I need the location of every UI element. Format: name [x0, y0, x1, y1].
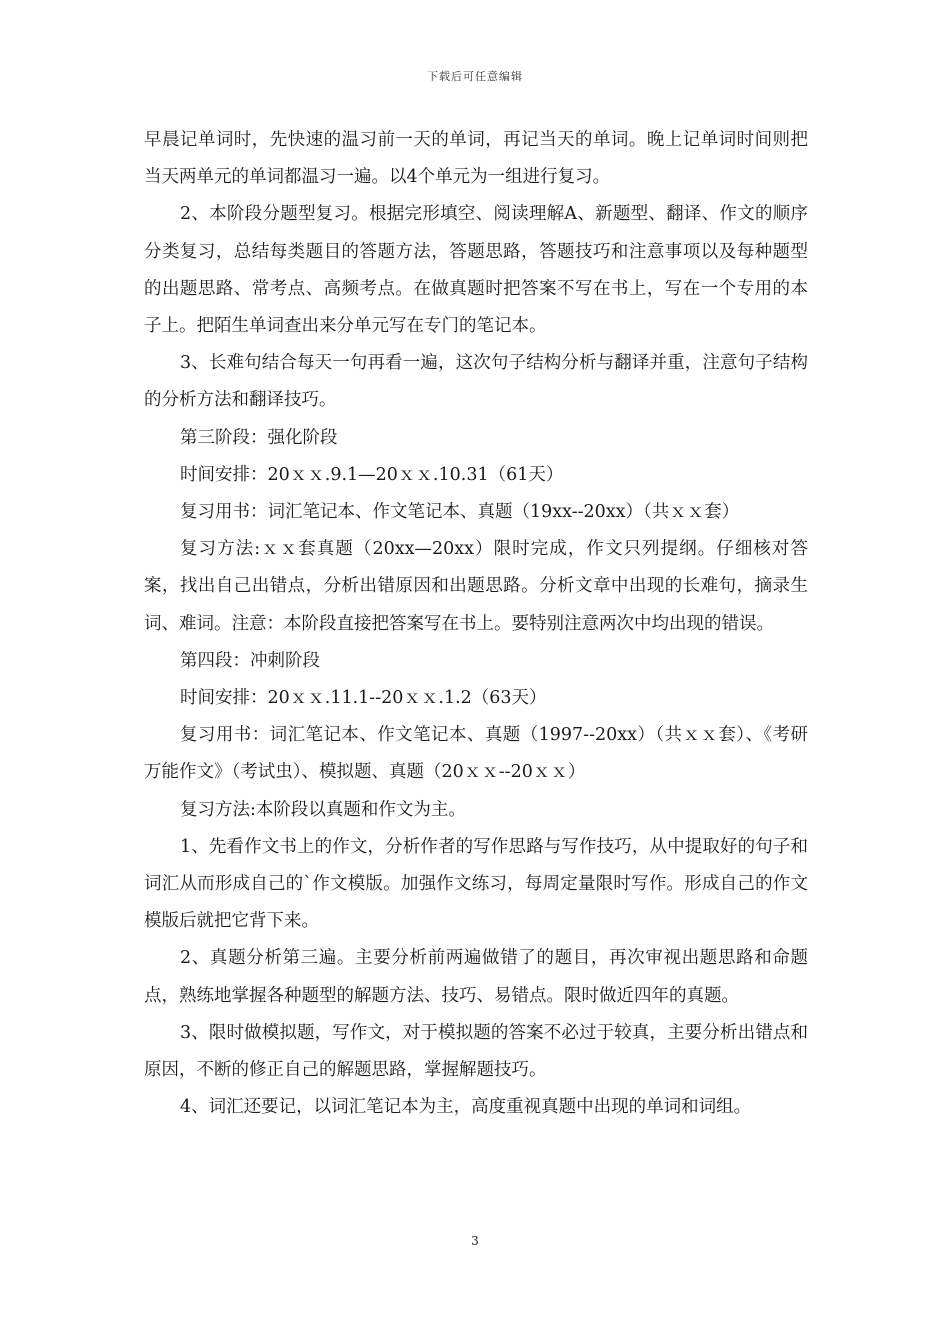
page-header: 下载后可任意编辑	[427, 70, 523, 83]
stage-four-item-3: 3、限时做模拟题，写作文，对于模拟题的答案不必过于较真，主要分析出错点和原因，不断的修正自己的解题思路，掌握解题技巧。	[144, 1022, 808, 1081]
stage-four-heading: 第四段：冲刺阶段	[180, 650, 320, 671]
document-body	[144, 122, 808, 1126]
page-number: 3	[471, 1234, 479, 1248]
paragraph-2: 2、本阶段分题型复习。根据完形填空、阅读理解A、新题型、翻译、作文的顺序分类复习，总结每类题目的答题方法，答题思路，答题技巧和注意事项以及每种题型的出题思路、常考点、高频考点。在做真题时把答案不写在书上，写在一个专用的本子上。把陌生单词查出来分单元写在专门的笔记本。	[144, 204, 808, 337]
paragraph-1: 早晨记单词时，先快速的温习前一天的单词，再记当天的单词。晚上记单词时间则把当天两单元的单词都温习一遍。以4个单元为一组进行复习。	[144, 130, 808, 188]
stage-four-books: 复习用书：词汇笔记本、作文笔记本、真题（1997--20xx）（共ｘｘ套）、《考研万能作文》（考试虫）、模拟题、真题（20ｘｘ--20ｘｘ）	[144, 725, 808, 783]
stage-four-item-4: 4、词汇还要记，以词汇笔记本为主，高度重视真题中出现的单词和词组。	[180, 1097, 752, 1118]
stage-four-item-2: 2、真题分析第三遍。主要分析前两遍做错了的题目，再次审视出题思路和命题点，熟练地掌握各种题型的解题方法、技巧、易错点。限时做近四年的真题。	[144, 948, 808, 1006]
stage-four-item-1: 1、先看作文书上的作文，分析作者的写作思路与写作技巧，从中提取好的句子和词汇从而形成自己的`作文模版。加强作文练习，每周定量限时写作。形成自己的作文模版后就把它背下来。	[144, 836, 808, 932]
stage-three-books: 复习用书：词汇笔记本、作文笔记本、真题（19xx--20xx）（共ｘｘ套）	[180, 502, 740, 523]
paragraph-3: 3、长难句结合每天一句再看一遍，这次句子结构分析与翻译并重，注意句子结构的分析方法和翻译技巧。	[144, 353, 808, 411]
stage-three-method: 复习方法:ｘｘ套真题（20xx—20xx）限时完成，作文只列提纲。仔细核对答案，找出自己出错点，分析出错原因和出题思路。分析文章中出现的长难句，摘录生词、难词。注意：本阶段直接把答案写在书上。要特别注意两次中均出现的错误。	[144, 539, 808, 634]
stage-four-schedule: 时间安排：20ｘｘ.11.1--20ｘｘ.1.2（63天）	[180, 688, 547, 709]
stage-three-schedule: 时间安排：20ｘｘ.9.1—20ｘｘ.10.31（61天）	[180, 464, 564, 485]
stage-three-heading: 第三阶段：强化阶段	[180, 427, 338, 448]
stage-four-method: 复习方法:本阶段以真题和作文为主。	[180, 799, 466, 820]
